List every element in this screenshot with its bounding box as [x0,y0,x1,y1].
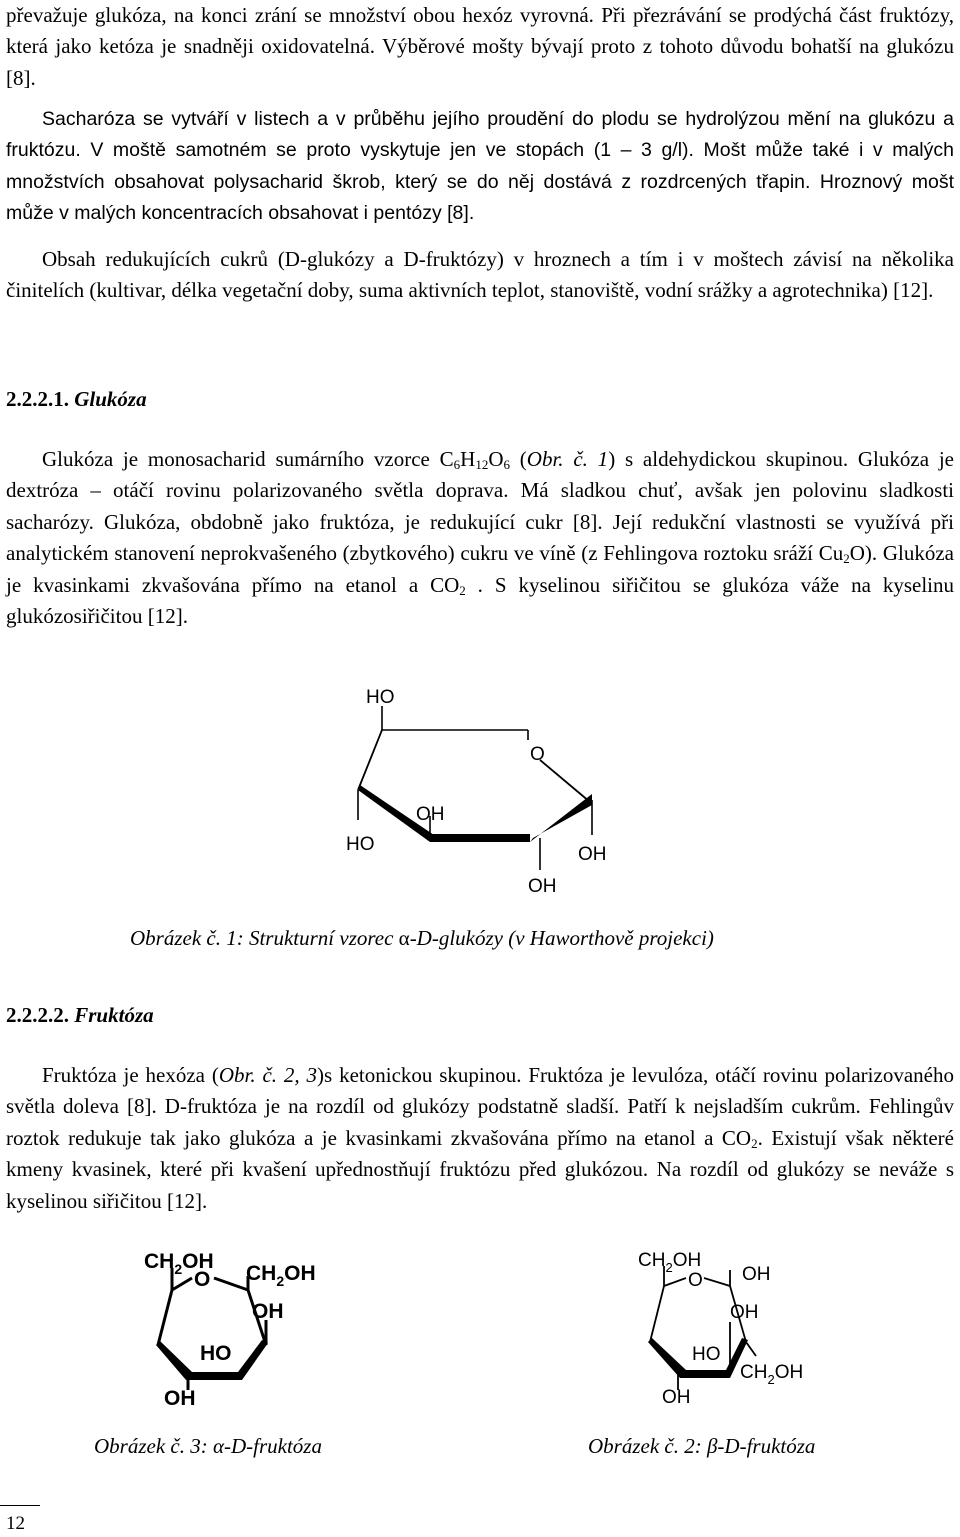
fructose-beta-ch2oh-right-label: $CH_2OH$ [740,1362,804,1387]
fructose-alpha-oh-up-label: OH [252,1300,284,1323]
fructose-beta-oh-bottom-label: OH [662,1387,691,1408]
glucose-oh-right-label: OH [578,844,607,865]
figure-1-caption: Obrázek č. 1: Strukturní vzorec α-D-glukózy (v Haworthově projekci) [130,926,714,950]
glucose-oh-bottom-label: OH [528,876,557,897]
figure-2-caption: Obrázek č. 2: β-D-fruktóza [588,1434,816,1458]
fructose-beta-oh-right-label: OH [742,1264,771,1285]
beta-d-fructose-structure [620,1240,840,1410]
fructose-beta-oh-up-label: OH [730,1302,759,1323]
fructose-alpha-ho-label: HO [200,1342,232,1365]
section-heading-glucose: 2.2.2.1. Glukóza [6,387,147,411]
fructose-alpha-ring-oxygen-label: O [194,1268,211,1291]
page-number: 12 [6,1513,25,1534]
fructose-alpha-ch2oh-left-label: $CH_2OH$ [144,1250,214,1277]
glucose-oh-mid-label: OH [416,804,445,825]
fructose-beta-ho-label: HO [692,1344,721,1365]
alpha-d-glucose-structure [330,670,630,905]
section-heading-fructose: 2.2.2.2. Fruktóza [6,1003,154,1027]
paragraph-sucrose: Sacharóza se vytváří v listech a v průběhu jejího proudění do plodu se hydrolýzou mění na glukózu a fruktózu. V moště samotném se proto vyskytuje jen ve stopách (1 – 3 g/l). Mošt může také i v malých množstvích obsahovat polysacharid škrob, který se do něj dostává z rozdrcených třapin. Hroznový mošt může v malých koncentracích obsahovat i pentózy [8]. [6,108,954,225]
fructose-alpha-ch2oh-right-label: $CH_2OH$ [246,1262,316,1289]
figure-reference: Obr. č. 2, 3 [218,1063,318,1087]
figure-3-caption: Obrázek č. 3: α-D-fruktóza [94,1434,322,1458]
fructose-alpha-oh-bottom-label: OH [164,1387,196,1410]
figure-reference: Obr. č. 1 [526,447,609,471]
glucose-ring-oxygen-label: O [530,744,545,765]
paragraph-glucose: Glukóza je monosacharid sumárního vzorce $C_6H_{12}O_6$ (Obr. č. 1) s aldehydickou skupinou. Glukóza je dextróza – otáčí rovinu polarizovaného světla doprava. Má sladkou chuť, avšak jen polovinu sladkosti sacharózy. Glukóza, obdobně jako fruktóza, je redukující cukr [8]. Její redukční vlastnosti se využívá při analytickém stanovení neprokvašeného (zbytkového) cukru ve víně (z Fehlingova roztoku sráží $Cu_2O$). Glukóza je kvasinkami zkvašována přímo na etanol a $CO_2$ . S kyselinou siřičitou se glukóza váže na kyselinu glukózosiřičitou [12]. [6,447,954,629]
glucose-ho-left-label: HO [346,834,375,855]
glucose-ho-top-label: HO [366,687,395,708]
paragraph-glucose-ripening: převažuje glukóza, na konci zrání se množství obou hexóz vyrovná. Při přezrávání se prodýchá část fruktózy, která jako ketóza je snadněji oxidovatelná. Výběrové mošty bývají proto z tohoto důvodu bohatší na glukózu [8]. [6,3,954,90]
fructose-beta-ring-oxygen-label: O [688,1270,703,1291]
footer-rule [0,1505,40,1506]
alpha-d-fructose-structure [130,1240,350,1410]
paragraph-fructose: Fruktóza je hexóza (Obr. č. 2, 3)s ketonickou skupinou. Fruktóza je levulóza, otáčí rovinu polarizovaného světla doleva [8]. D-fruktóza je na rozdíl od glukózy podstatně sladší. Patří k nejsladším cukrům. Fehlingův roztok redukuje tak jako glukóza a je kvasinkami zkvašována přímo na etanol a $CO_2$. Existují však některé kmeny kvasinek, které při kvašení upřednostňují fruktózu před glukózou. Na rozdíl od glukózy se neváže s kyselinou siřičitou [12]. [6,1063,954,1213]
fructose-beta-ch2oh-top-label: $CH_2OH$ [638,1250,702,1275]
paragraph-reducing-sugars: Obsah redukujících cukrů (D-glukózy a D-fruktózy) v hroznech a tím i v moštech závisí na několika činitelích (kultivar, délka vegetační doby, suma aktivních teplot, stanoviště, vodní srážky a agrotechnika) [12]. [6,247,954,303]
